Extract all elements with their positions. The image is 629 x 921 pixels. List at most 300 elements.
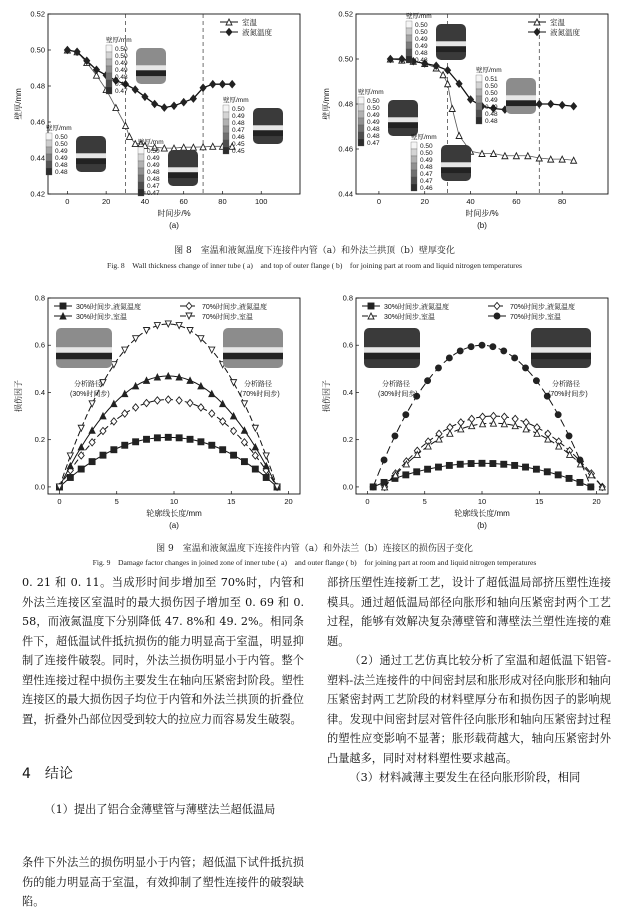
data-point-s0 [479, 460, 485, 466]
data-point-s0 [252, 466, 258, 472]
data-point-s3 [425, 378, 431, 384]
data-point-s0 [544, 469, 550, 475]
inset-colorbar-2-label: 0.48 [415, 57, 428, 64]
inset-contour-2 [436, 24, 466, 60]
data-point-s0 [446, 462, 452, 468]
legend-marker [494, 302, 500, 309]
inset-colorbar-2-label: 0.49 [415, 36, 428, 43]
inset-colorbar-3-swatch [411, 184, 417, 191]
data-point-s0 [533, 466, 539, 472]
panel-label: (a) [169, 521, 179, 530]
data-point-s1 [512, 415, 518, 422]
data-point-s0 [414, 469, 420, 475]
contour-70pct-ring [531, 353, 591, 359]
inset-colorbar-2-swatch [46, 154, 52, 161]
x-tick-label: 0 [57, 497, 62, 506]
data-point-s1 [171, 102, 177, 109]
data-point-s0 [100, 452, 106, 458]
data-point-s2 [447, 430, 453, 436]
contour-30pct-band [56, 347, 112, 353]
inset-contour-3-ring [441, 167, 471, 173]
inset-colorbar-3-label: 0.49 [147, 155, 160, 162]
data-point-s3 [577, 457, 583, 463]
inset-colorbar-2-label: 0.50 [55, 141, 68, 148]
x-tick-label: 20 [101, 197, 111, 206]
inset-colorbar-1-swatch [476, 75, 482, 82]
conclusion-3: （3）材料减薄主要发生在径向胀形阶段，相同 [349, 771, 581, 784]
inset-colorbar-2-swatch [46, 147, 52, 154]
data-point-s1 [142, 93, 148, 100]
inset-contour-1-band [253, 125, 283, 130]
data-point-s3 [252, 425, 258, 431]
inset-colorbar-0-label: 0.49 [115, 67, 128, 74]
data-point-s2 [187, 377, 193, 383]
y-tick-label: 0.8 [34, 293, 45, 303]
inset-colorbar-0-swatch [106, 45, 112, 52]
data-point-s2 [425, 443, 431, 449]
y-tick-label: 0.6 [34, 340, 45, 350]
data-point-s0 [490, 461, 496, 467]
x-tick-label: 20 [592, 497, 601, 506]
inset-colorbar-1-swatch [476, 103, 482, 110]
data-point-s1 [501, 413, 507, 420]
contour-70pct [531, 328, 591, 368]
y-tick-label: 0.52 [30, 9, 45, 19]
inset-colorbar-1 [476, 65, 502, 125]
inset-colorbar-3-label: 0.47 [147, 190, 160, 197]
x-axis-label: 时间步/% [465, 209, 499, 218]
inset-colorbar-1-swatch [223, 133, 229, 140]
data-point-s0 [89, 459, 95, 465]
inset-colorbar-3-title: 壁厚/mm [411, 134, 437, 141]
legend-label: 30%时间步,室温 [76, 314, 127, 321]
y-tick-label: 0.8 [342, 293, 353, 303]
inset-colorbar-3-swatch [411, 156, 417, 163]
data-point-s1 [133, 404, 139, 411]
inset-colorbar-0-label: 0.49 [115, 60, 128, 67]
data-point-s1 [548, 100, 554, 107]
data-point-s2 [252, 444, 258, 450]
y-tick-label: 0.0 [34, 482, 45, 492]
data-point-s2 [263, 463, 269, 469]
inset-contour-0 [388, 100, 418, 136]
data-point-s2 [144, 377, 150, 383]
inset-contour-1 [253, 108, 283, 144]
data-point-s1 [187, 399, 193, 406]
data-point-s3 [241, 401, 247, 407]
data-point-s1 [161, 104, 167, 111]
data-point-s3 [457, 348, 463, 354]
inset-colorbar-0-swatch [358, 118, 364, 125]
data-point-s0 [263, 474, 269, 480]
inset-contour-0-ring [136, 70, 166, 76]
inset-colorbar-1-label: 0.50 [485, 83, 498, 90]
data-point-s3 [176, 323, 182, 329]
inset-colorbar-1-label: 0.45 [232, 141, 245, 148]
fig8-caption-en: Fig. 8 Wall thickness change of inner tube ( a) and top of outer flange ( b) for joining part at room and liquid nitrogen temperatures [106, 261, 523, 270]
inset-colorbar-0-label: 0.50 [115, 53, 128, 60]
contour-70pct-band [531, 347, 591, 353]
panel-label: (b) [477, 221, 487, 230]
inset-colorbar-3-swatch [138, 147, 144, 154]
inset-contour-3-band [168, 167, 198, 172]
inset-colorbar-2 [406, 11, 432, 64]
inset-colorbar-3-label: 0.47 [420, 178, 433, 185]
legend-label: 30%时间步,液氮温度 [384, 304, 449, 311]
annotation-step-70: (70%时间步) [240, 391, 280, 398]
inset-colorbar-2-swatch [406, 21, 412, 28]
inset-colorbar-1-label: 0.51 [485, 76, 498, 83]
inset-colorbar-1-title: 壁厚/mm [223, 97, 249, 104]
legend-marker [368, 303, 374, 309]
inset-colorbar-1-label: 0.50 [232, 106, 245, 113]
data-point-s1 [480, 413, 486, 420]
data-point-s1 [198, 404, 204, 411]
inset-colorbar-0-swatch [358, 132, 364, 139]
inset-colorbar-2-title: 壁厚/mm [46, 125, 72, 132]
data-point-s0 [445, 81, 451, 87]
data-point-s0 [231, 452, 237, 458]
data-point-s0 [220, 447, 226, 453]
annotation-step-70: (70%时间步) [548, 391, 588, 398]
legend-label: 液氮温度 [550, 28, 580, 37]
y-tick-label: 0.46 [338, 144, 353, 154]
data-point-s1 [229, 81, 235, 88]
contour-70pct [223, 328, 283, 368]
inset-colorbar-1-label: 0.48 [485, 118, 498, 125]
data-point-s0 [425, 466, 431, 472]
data-point-s0 [512, 462, 518, 468]
data-point-s1 [209, 410, 215, 417]
contour-70pct-ring [223, 353, 283, 359]
data-point-s3 [468, 344, 474, 350]
y-tick-label: 0.4 [342, 387, 353, 397]
inset-colorbar-2-swatch [46, 168, 52, 175]
data-point-s3 [78, 425, 84, 431]
legend-marker [226, 28, 232, 35]
inset-colorbar-0-label: 0.50 [115, 46, 128, 53]
data-point-s2 [534, 430, 540, 436]
data-point-s2 [198, 383, 204, 389]
inset-colorbar-1-swatch [476, 82, 482, 89]
x-tick-label: 5 [422, 497, 427, 506]
legend-label: 70%时间步,液氮温度 [510, 304, 575, 311]
inset-colorbar-1-label: 0.49 [485, 97, 498, 104]
y-axis-label: 壁厚/mm [322, 88, 331, 120]
y-tick-label: 0.42 [30, 189, 45, 199]
panel-label: (a) [169, 221, 179, 230]
x-tick-label: 100 [254, 197, 268, 206]
inset-contour-0-band [136, 65, 166, 70]
inset-colorbar-1-label: 0.48 [232, 120, 245, 127]
inset-colorbar-0-swatch [106, 66, 112, 73]
inset-colorbar-3-label: 0.50 [420, 150, 433, 157]
inset-colorbar-2-swatch [406, 56, 412, 63]
data-point-s2 [512, 423, 518, 429]
annotation-path-70: 分析路径 [244, 381, 272, 388]
inset-contour-2-ring [76, 158, 106, 164]
fig9b-chart [318, 288, 618, 536]
data-point-s0 [187, 436, 193, 442]
legend-label: 70%时间步,液氮温度 [202, 304, 267, 311]
x-axis-label: 轮廓线长度/mm [454, 509, 510, 518]
annotation-path-70: 分析路径 [552, 381, 580, 388]
inset-colorbar-3-label: 0.49 [147, 162, 160, 169]
data-point-s0 [122, 442, 128, 448]
fig9-caption-zh: 图 9 室温和液氮温度下连接件内管（a）和外法兰（b）连接区的损伤因子变化 [156, 544, 473, 554]
data-point-s1 [154, 397, 160, 404]
x-tick-label: 10 [169, 497, 179, 506]
data-point-s2 [78, 444, 84, 450]
inset-contour-3-ring [168, 172, 198, 178]
conclusion-1-cont: 部挤压塑性连接新工艺，设计了超低温局部挤压塑性连接模具。通过超低温局部径向胀形和轴向压紧密封两个工艺过程，能够有效解决复杂薄壁管和薄壁法兰塑性连接的难题。 [327, 576, 611, 648]
inset-colorbar-3-label: 0.50 [420, 143, 433, 150]
data-point-s0 [435, 464, 441, 470]
inset-contour-0 [136, 48, 166, 84]
left-bottom-paragraph: 条件下外法兰的损伤明显小于内管；超低温下试件抵抗损伤的能力明显高于室温，有效抑制了塑性连接件的破裂缺陷。 [22, 856, 304, 908]
inset-colorbar-1-label: 0.49 [485, 104, 498, 111]
inset-colorbar-0-label: 0.49 [367, 112, 380, 119]
contour-30pct-ring [364, 353, 420, 359]
inset-colorbar-3-swatch [411, 149, 417, 156]
x-tick-label: 0 [376, 197, 381, 206]
data-point-s1 [559, 102, 565, 109]
inset-colorbar-1-label: 0.47 [232, 127, 245, 134]
inset-contour-1-ring [506, 100, 536, 106]
data-point-s0 [468, 461, 474, 467]
y-axis-label: 壁厚/mm [14, 88, 23, 120]
data-point-s3 [144, 327, 150, 333]
x-axis-label: 轮廓线长度/mm [146, 509, 202, 518]
inset-colorbar-1-swatch [223, 140, 229, 147]
inset-colorbar-0-label: 0.48 [367, 133, 380, 140]
data-point-s0 [111, 447, 117, 453]
data-point-s0 [577, 479, 583, 485]
data-point-s3 [490, 344, 496, 350]
x-tick-label: 0 [65, 197, 70, 206]
inset-colorbar-1-swatch [223, 105, 229, 112]
inset-colorbar-1-swatch [476, 117, 482, 124]
fig9-caption-en: Fig. 9 Damage factor changes in joined zone of inner tube ( a) and outer flange ( b) for joining part at room and liquid nitrogen temperatures [92, 558, 537, 567]
data-point-s0 [176, 435, 182, 441]
inset-colorbar-2-label: 0.50 [415, 29, 428, 36]
data-point-s0 [133, 439, 139, 445]
fig8b-svg [318, 4, 618, 236]
inset-colorbar-2-label: 0.49 [415, 43, 428, 50]
data-point-s3 [588, 484, 594, 490]
data-point-s2 [545, 436, 551, 442]
inset-colorbar-0-label: 0.49 [367, 119, 380, 126]
inset-colorbar-0-label: 0.48 [367, 126, 380, 133]
inset-colorbar-3-label: 0.49 [420, 157, 433, 164]
inset-colorbar-3-swatch [138, 189, 144, 196]
data-point-s0 [456, 133, 462, 139]
data-point-s1 [490, 412, 496, 419]
inset-colorbar-2-swatch [406, 35, 412, 42]
fig8a-chart [10, 4, 310, 236]
inset-colorbar-0-swatch [358, 104, 364, 111]
inset-contour-2-ring [436, 46, 466, 52]
inset-colorbar-2-swatch [46, 140, 52, 147]
inset-colorbar-3-label: 0.50 [147, 148, 160, 155]
fig8a-svg [10, 4, 310, 236]
data-point-s0 [165, 434, 171, 440]
inset-colorbar-1-title: 壁厚/mm [476, 67, 502, 74]
left-column-top [22, 573, 304, 729]
y-tick-label: 0.48 [30, 81, 45, 91]
x-tick-label: 15 [535, 497, 544, 506]
inset-colorbar-2-swatch [406, 28, 412, 35]
x-tick-label: 40 [466, 197, 475, 206]
inset-contour-3-band [441, 162, 471, 167]
inset-colorbar-1 [223, 95, 249, 155]
legend-label: 室温 [242, 18, 257, 27]
inset-contour-2 [76, 136, 106, 172]
y-axis-label: 损伤因子 [322, 380, 331, 412]
data-point-s1 [165, 396, 171, 403]
inset-colorbar-1-swatch [476, 96, 482, 103]
data-point-s3 [501, 348, 507, 354]
inset-contour-0-ring [388, 122, 418, 128]
data-point-s1 [571, 103, 577, 110]
data-point-s1 [469, 415, 475, 422]
data-point-s0 [241, 459, 247, 465]
conclusion-1-start: （1）提出了铝合金薄壁管与薄壁法兰超低温局 [44, 803, 276, 816]
y-tick-label: 0.44 [338, 189, 353, 199]
x-tick-label: 60 [179, 197, 188, 206]
data-point-s2 [67, 463, 73, 469]
data-point-s3 [263, 453, 269, 459]
inset-colorbar-1-swatch [223, 126, 229, 133]
x-tick-label: 0 [365, 497, 370, 506]
data-point-s1 [144, 399, 150, 406]
inset-colorbar-1-swatch [476, 110, 482, 117]
conclusion-2: （2）通过工艺仿真比较分析了室温和超低温下铝管-塑料-法兰连接件的中间密封层和胀形成对径向胀形和轴向压紧密封两工艺阶段的材料壁厚分布和损伤因子的影响规律。发现中间密封层对管件径向胀形和轴向压紧密封过程的塑性应变影响不显著；胀形载荷越大，轴向压紧密封外凸量越多，同时对材料塑性要求越高。 [327, 654, 611, 765]
inset-colorbar-1-swatch [476, 89, 482, 96]
inset-colorbar-2-title: 壁厚/mm [406, 13, 432, 20]
legend-label: 30%时间步,液氮温度 [76, 304, 141, 311]
x-tick-label: 80 [558, 197, 567, 206]
inset-colorbar-3-swatch [138, 161, 144, 168]
data-point-s0 [78, 466, 84, 472]
data-point-s1 [132, 86, 138, 93]
data-point-s0 [403, 472, 409, 478]
data-point-s3 [435, 365, 441, 371]
data-point-s0 [566, 475, 572, 481]
inset-contour-0-band [388, 117, 418, 122]
data-point-s0 [198, 439, 204, 445]
inset-contour-1-band [506, 95, 536, 100]
inset-colorbar-2-swatch [406, 42, 412, 49]
legend-label: 70%时间步,室温 [202, 314, 253, 321]
inset-colorbar-3-label: 0.48 [420, 164, 433, 171]
inset-colorbar-3-label: 0.47 [420, 171, 433, 178]
data-point-s3 [231, 380, 237, 386]
inset-contour-3 [441, 145, 471, 181]
y-tick-label: 0.2 [34, 435, 45, 445]
inset-colorbar-0-swatch [106, 52, 112, 59]
y-tick-label: 0.48 [338, 99, 353, 109]
data-point-s3 [392, 433, 398, 439]
data-point-s3 [446, 355, 452, 361]
inset-colorbar-0-swatch [106, 80, 112, 87]
inset-colorbar-2-swatch [46, 161, 52, 168]
data-point-s0 [67, 474, 73, 480]
data-point-s3 [523, 365, 529, 371]
inset-colorbar-0 [358, 87, 384, 147]
data-point-s1 [176, 397, 182, 404]
data-point-s0 [113, 105, 119, 111]
y-tick-label: 0.50 [338, 54, 353, 64]
fig8-caption-zh: 图 8 室温和液氮温度下连接件内管（a）和外法兰拱顶（b）壁厚变化 [174, 246, 455, 256]
inset-colorbar-3-swatch [411, 177, 417, 184]
data-point-s3 [533, 378, 539, 384]
inset-colorbar-3-label: 0.47 [147, 183, 160, 190]
data-point-s1 [122, 410, 128, 417]
inset-colorbar-2-label: 0.48 [55, 169, 68, 176]
data-point-s3 [187, 327, 193, 333]
inset-colorbar-3-title: 壁厚/mm [138, 139, 164, 146]
inset-contour-1 [506, 78, 536, 114]
inset-colorbar-1-label: 0.49 [232, 113, 245, 120]
fig9a-chart [10, 288, 310, 536]
y-tick-label: 0.0 [342, 482, 353, 492]
data-point-s1 [111, 418, 117, 425]
legend-marker [186, 302, 192, 309]
inset-colorbar-0-swatch [358, 139, 364, 146]
inset-colorbar-0-swatch [106, 87, 112, 94]
data-point-s3 [512, 355, 518, 361]
legend-label: 液氮温度 [242, 28, 272, 37]
inset-colorbar-3 [411, 132, 437, 192]
section-title: 4 结论 [22, 766, 73, 782]
panel-label: (b) [477, 521, 487, 530]
inset-colorbar-2-swatch [406, 49, 412, 56]
inset-colorbar-0-swatch [358, 111, 364, 118]
data-point-s0 [501, 461, 507, 467]
y-tick-label: 0.6 [342, 340, 353, 350]
inset-colorbar-2-label: 0.48 [415, 50, 428, 57]
inset-colorbar-3-swatch [138, 154, 144, 161]
inset-colorbar-3-swatch [411, 163, 417, 170]
left-column-bottom [22, 853, 304, 912]
contour-30pct-band [364, 347, 420, 353]
inset-colorbar-2 [46, 123, 72, 176]
y-axis-label: 损伤因子 [14, 380, 23, 412]
inset-contour-2-band [76, 153, 106, 158]
annotation-path-30: 分析路径 [74, 381, 102, 388]
y-tick-label: 0.50 [30, 45, 45, 55]
inset-colorbar-0-label: 0.50 [367, 98, 380, 105]
y-tick-label: 0.46 [30, 117, 45, 127]
fig9b-svg [318, 288, 618, 536]
data-point-s3 [89, 401, 95, 407]
inset-colorbar-1-swatch [223, 112, 229, 119]
data-point-s0 [523, 464, 529, 470]
data-point-s3 [403, 412, 409, 418]
legend-label: 70%时间步,室温 [510, 314, 561, 321]
data-point-s0 [154, 435, 160, 441]
inset-colorbar-0-label: 0.47 [367, 140, 380, 147]
y-tick-label: 0.52 [338, 9, 353, 19]
inset-colorbar-3-swatch [138, 175, 144, 182]
x-tick-label: 20 [284, 497, 293, 506]
inset-colorbar-3-label: 0.46 [420, 185, 433, 192]
contour-70pct-band [223, 347, 283, 353]
inset-colorbar-0-swatch [358, 97, 364, 104]
inset-contour-3 [168, 150, 198, 186]
data-point-s1 [219, 81, 225, 88]
